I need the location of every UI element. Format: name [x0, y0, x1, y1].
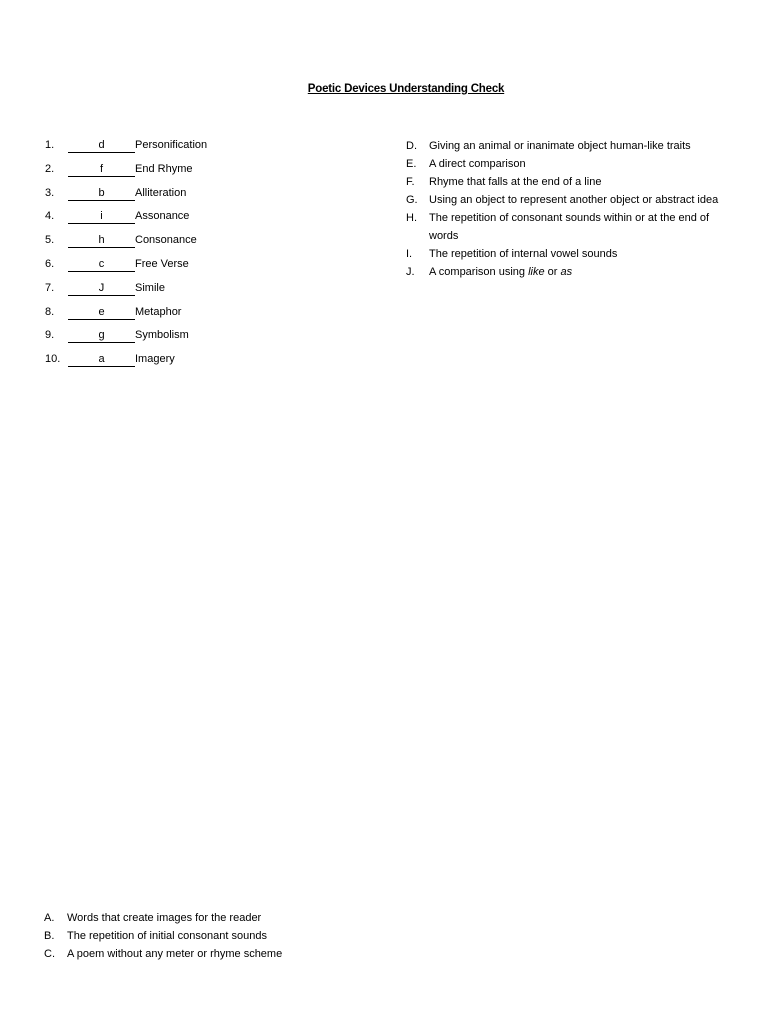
definition-text: A direct comparison	[429, 158, 526, 170]
definition-letter: F.	[406, 176, 415, 188]
definition-item	[406, 263, 726, 281]
question-term: Assonance	[135, 210, 190, 223]
definition-letter: G.	[406, 194, 418, 206]
definition-text: The repetition of internal vowel sounds	[429, 248, 618, 260]
definition-item	[406, 137, 726, 155]
question-number: 9.	[45, 329, 55, 342]
definition-item	[406, 245, 726, 263]
question-number: 3.	[45, 186, 55, 199]
definition-text	[429, 266, 572, 278]
definition-text: The repetition of initial consonant sounds	[67, 930, 267, 942]
definition-text-prefix: A comparison using	[429, 266, 529, 278]
answer-blank[interactable]: h	[68, 232, 135, 248]
definition-text: A poem without any meter or rhyme scheme	[67, 948, 283, 960]
definition-letter: I.	[406, 248, 413, 260]
definition-letter: D.	[406, 140, 417, 152]
page-title: Poetic Devices Understanding Check	[307, 83, 505, 95]
definition-item	[44, 909, 384, 927]
question-row	[45, 327, 365, 351]
answer-blank[interactable]: a	[68, 351, 135, 367]
question-term: Free Verse	[135, 257, 189, 270]
answer-blank[interactable]: e	[68, 304, 135, 320]
question-number: 1.	[45, 139, 55, 151]
definition-text: Using an object to represent another object or abstract idea	[429, 194, 719, 206]
definition-text: Rhyme that falls at the end of a line	[429, 176, 602, 188]
definition-letter: B.	[44, 930, 55, 942]
answer-blank[interactable]: f	[68, 161, 135, 177]
question-number: 7.	[45, 281, 55, 294]
definition-item	[44, 927, 384, 945]
question-row	[45, 185, 365, 209]
definition-item	[406, 191, 726, 209]
question-number: 2.	[45, 162, 55, 175]
question-row	[45, 304, 365, 328]
question-term: Symbolism	[135, 329, 189, 342]
question-row	[45, 256, 365, 280]
definition-letter: C.	[44, 948, 55, 960]
question-row	[45, 208, 365, 232]
definition-item	[44, 945, 384, 963]
question-number: 4.	[45, 210, 55, 223]
question-term: Consonance	[135, 234, 197, 247]
question-term: Personification	[135, 139, 208, 151]
question-term: Metaphor	[135, 305, 182, 318]
definition-text: Words that create images for the reader	[67, 912, 262, 924]
definition-item	[406, 155, 726, 173]
definition-letter: E.	[406, 158, 417, 170]
definition-italic-word: as	[560, 266, 573, 278]
question-number: 10.	[45, 353, 61, 366]
answer-blank[interactable]: g	[68, 327, 135, 343]
answer-blank[interactable]: J	[68, 280, 135, 296]
answer-blank[interactable]: i	[68, 208, 135, 224]
definition-text: The repetition of consonant sounds within or at the end of words	[429, 212, 710, 242]
question-term: Simile	[135, 281, 165, 294]
question-term: End Rhyme	[135, 162, 193, 175]
question-row	[45, 232, 365, 256]
definition-item	[406, 173, 726, 191]
question-list	[45, 137, 365, 375]
definition-italic-word: like	[528, 266, 545, 278]
definition-list-right	[406, 137, 726, 281]
definition-letter: A.	[44, 912, 55, 924]
question-row	[45, 137, 365, 161]
definition-list-bottom	[44, 909, 384, 963]
question-term: Alliteration	[135, 186, 187, 199]
definition-item	[406, 209, 726, 245]
definition-text-middle: or	[544, 266, 561, 278]
question-row	[45, 280, 365, 304]
question-row	[45, 161, 365, 185]
definition-text: Giving an animal or inanimate object human-like traits	[429, 140, 691, 152]
question-term: Imagery	[135, 353, 175, 366]
question-number: 8.	[45, 305, 55, 318]
answer-blank[interactable]: d	[68, 137, 135, 153]
definition-letter: J.	[406, 266, 415, 278]
question-number: 6.	[45, 257, 55, 270]
answer-blank[interactable]: c	[68, 256, 135, 272]
answer-blank[interactable]: b	[68, 185, 135, 201]
question-number: 5.	[45, 234, 55, 247]
definition-letter: H.	[406, 212, 417, 224]
question-row	[45, 351, 365, 375]
